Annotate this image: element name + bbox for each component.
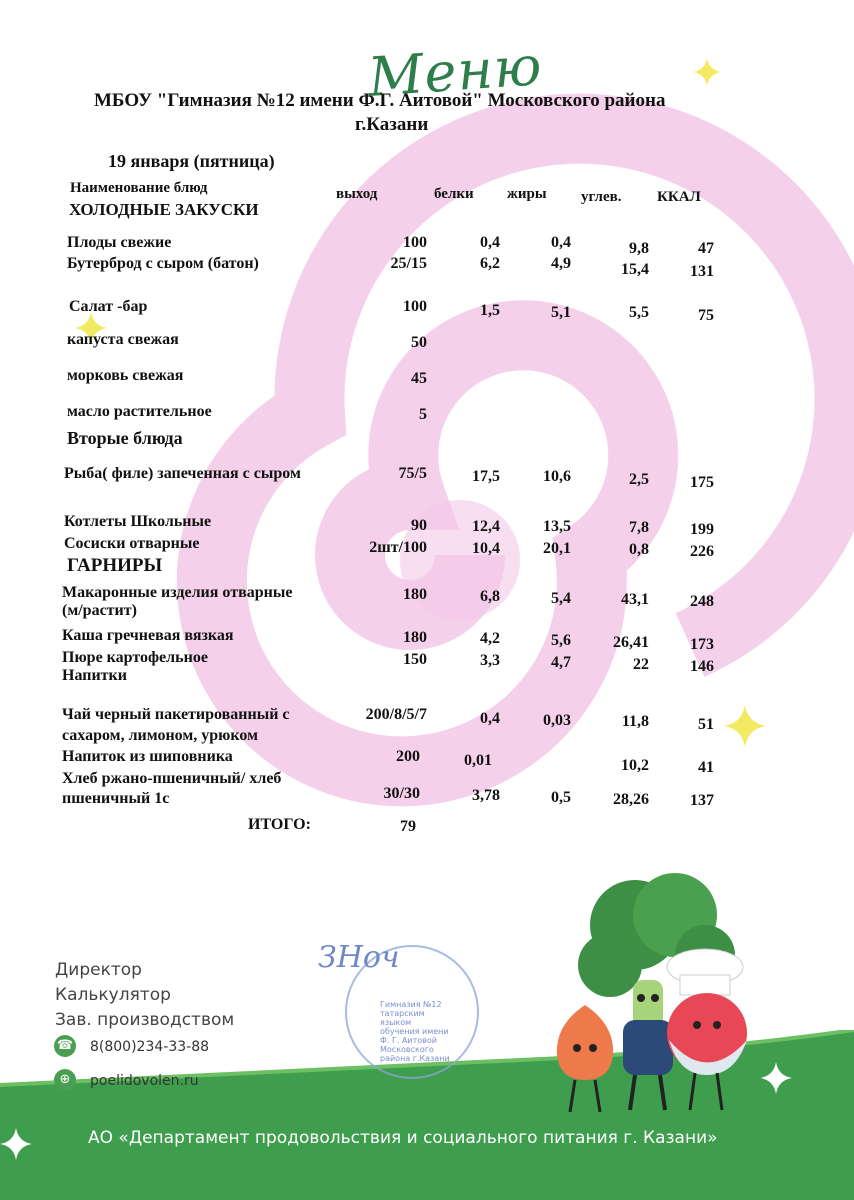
table-row — [0, 770, 854, 809]
dish-name: Хлеб ржано-пшеничный/ хлеб — [62, 770, 282, 787]
dish-carbs: 7,8 — [629, 519, 649, 536]
dish-output: 200 — [396, 748, 420, 765]
dish-fat: 0,03 — [543, 712, 571, 729]
col-name: Наименование блюд — [70, 180, 208, 196]
dish-fat: 4,9 — [551, 255, 571, 272]
dish-kcal: 226 — [690, 543, 714, 560]
table-row — [0, 255, 854, 280]
dish-output: 2шт/100 — [369, 539, 427, 556]
dish-output: 100 — [403, 298, 427, 315]
dish-kcal: 199 — [690, 521, 714, 538]
dish-output: 180 — [403, 586, 427, 603]
dish-carbs: 2,5 — [629, 471, 649, 488]
dish-name: Каша гречневая вязкая — [62, 627, 234, 644]
table-row — [0, 367, 854, 389]
dish-output: 25/15 — [390, 255, 427, 272]
dish-fat: 5,6 — [551, 632, 571, 649]
role-production-manager: Зав. производством — [55, 1010, 235, 1030]
dish-name: Плоды свежие — [67, 234, 172, 251]
dish-output: 30/30 — [383, 785, 420, 802]
school-name-line1: МБОУ "Гимназия №12 имени Ф.Г. Аитовой" Московского района — [94, 90, 666, 111]
table-row — [0, 584, 854, 619]
dish-fat: 10,6 — [543, 468, 571, 485]
dish-carbs: 0,8 — [629, 541, 649, 558]
dish-protein: 12,4 — [472, 518, 500, 535]
dish-name-continued: (м/растит) — [62, 602, 137, 619]
dish-name: Сосиски отварные — [64, 535, 200, 552]
dish-output: 200/8/5/7 — [365, 706, 427, 723]
dish-output: 5 — [419, 406, 427, 423]
table-row — [0, 748, 854, 776]
dish-carbs: 26,41 — [613, 634, 649, 651]
dish-output: 75/5 — [398, 465, 427, 482]
dish-kcal: 131 — [690, 263, 714, 280]
section-garnish: ГАРНИРЫ — [67, 555, 163, 576]
dish-name: Чай черный пакетированный с — [62, 706, 290, 723]
dish-protein: 1,5 — [480, 302, 500, 319]
dish-name-continued: сахаром, лимоном, урюком — [62, 727, 258, 744]
dish-protein: 17,5 — [472, 468, 500, 485]
section-second-courses: Вторые блюда — [67, 428, 183, 448]
dish-kcal: 137 — [690, 792, 714, 809]
dish-kcal: 75 — [698, 307, 714, 324]
dish-fat: 13,5 — [543, 518, 571, 535]
dish-protein: 10,4 — [472, 540, 500, 557]
dish-name: Салат -бар — [69, 298, 148, 315]
dish-protein: 3,3 — [480, 652, 500, 669]
dish-kcal: 173 — [690, 636, 714, 653]
dish-fat: 20,1 — [543, 540, 571, 557]
dish-output: 90 — [411, 517, 427, 534]
dish-carbs: 28,26 — [613, 791, 649, 808]
dish-protein: 6,8 — [480, 588, 500, 605]
dish-carbs: 5,5 — [629, 304, 649, 321]
total-value: 79 — [400, 818, 416, 835]
menu-date: 19 января (пятница) — [108, 151, 275, 171]
table-row — [0, 331, 854, 353]
dish-output: 180 — [403, 629, 427, 646]
dish-name: морковь свежая — [67, 367, 184, 384]
table-row — [0, 535, 854, 560]
col-fat: жиры — [507, 186, 547, 202]
dish-protein: 4,2 — [480, 630, 500, 647]
dish-fat: 0,5 — [551, 789, 571, 806]
signature: ЗНоч — [318, 940, 400, 975]
organization-name: АО «Департамент продовольствия и социального питания г. Казани» — [88, 1128, 718, 1148]
dish-protein: 0,01 — [464, 752, 492, 769]
dish-name: масло растительное — [67, 403, 212, 420]
total-label: ИТОГО: — [248, 816, 311, 833]
dish-kcal: 47 — [698, 240, 714, 257]
onion-mascot-icon — [545, 1000, 625, 1115]
table-row — [0, 649, 854, 675]
table-row — [0, 706, 854, 744]
dish-fat: 5,4 — [551, 590, 571, 607]
dish-protein: 6,2 — [480, 255, 500, 272]
dish-output: 45 — [411, 370, 427, 387]
dish-kcal: 51 — [698, 716, 714, 733]
dish-kcal: 175 — [690, 474, 714, 491]
dish-carbs: 15,4 — [621, 261, 649, 278]
dish-protein: 0,4 — [480, 234, 500, 251]
dish-carbs: 22 — [633, 656, 649, 673]
star-icon — [0, 1128, 32, 1160]
table-row — [0, 234, 854, 256]
role-director: Директор — [55, 960, 142, 980]
dish-fat: 5,1 — [551, 304, 571, 321]
dish-protein: 0,4 — [480, 710, 500, 727]
dish-name: капуста свежая — [67, 331, 179, 348]
col-kcal: ККАЛ — [657, 189, 701, 205]
dish-name: Рыба( филе) запеченная с сыром — [64, 465, 301, 482]
globe-icon: ⊕ — [54, 1069, 76, 1091]
dish-carbs: 9,8 — [629, 240, 649, 257]
menu-title: Меню — [366, 33, 545, 110]
col-protein: белки — [434, 186, 474, 202]
dish-name: Пюре картофельное — [62, 649, 208, 666]
tomato-mascot-icon — [655, 945, 765, 1115]
col-output: выход — [336, 186, 378, 202]
dish-output: 100 — [403, 234, 427, 251]
dish-name: Бутерброд с сыром (батон) — [67, 255, 259, 272]
dish-fat: 0,4 — [551, 234, 571, 251]
dish-name-continued: пшеничный 1с — [62, 790, 170, 807]
school-name-line2: г.Казани — [355, 114, 429, 135]
dish-name: Котлеты Школьные — [64, 513, 212, 530]
table-row — [0, 403, 854, 425]
section-cold-appetizers: ХОЛОДНЫЕ ЗАКУСКИ — [69, 200, 259, 219]
table-row — [0, 513, 854, 538]
stamp-text: Гимназия №12 татарским языком обучения имени Ф. Г. Аитовой Московского района г.Казани — [380, 1000, 450, 1063]
star-icon — [693, 58, 721, 86]
table-row — [0, 465, 854, 491]
role-calculator: Калькулятор — [55, 985, 171, 1005]
dish-kcal: 248 — [690, 593, 714, 610]
dish-protein: 3,78 — [472, 787, 500, 804]
star-icon — [760, 1062, 792, 1094]
phone-icon: ☎ — [54, 1035, 76, 1057]
dish-output: 50 — [411, 334, 427, 351]
dish-carbs: 10,2 — [621, 757, 649, 774]
section-drinks: Напитки — [62, 667, 127, 684]
dish-carbs: 43,1 — [621, 591, 649, 608]
dish-name: Напиток из шиповника — [62, 748, 233, 765]
dish-output: 150 — [403, 651, 427, 668]
dish-name: Макаронные изделия отварные — [62, 584, 293, 601]
dish-carbs: 11,8 — [621, 713, 649, 730]
website-link[interactable]: poelidovolen.ru — [90, 1073, 199, 1089]
table-row — [0, 298, 854, 324]
phone-number[interactable]: 8(800)234-33-88 — [90, 1039, 210, 1055]
table-row — [0, 627, 854, 653]
dish-kcal: 41 — [698, 759, 714, 776]
col-carbs: углев. — [581, 189, 622, 205]
dish-kcal: 146 — [690, 658, 714, 675]
dish-fat: 4,7 — [551, 654, 571, 671]
